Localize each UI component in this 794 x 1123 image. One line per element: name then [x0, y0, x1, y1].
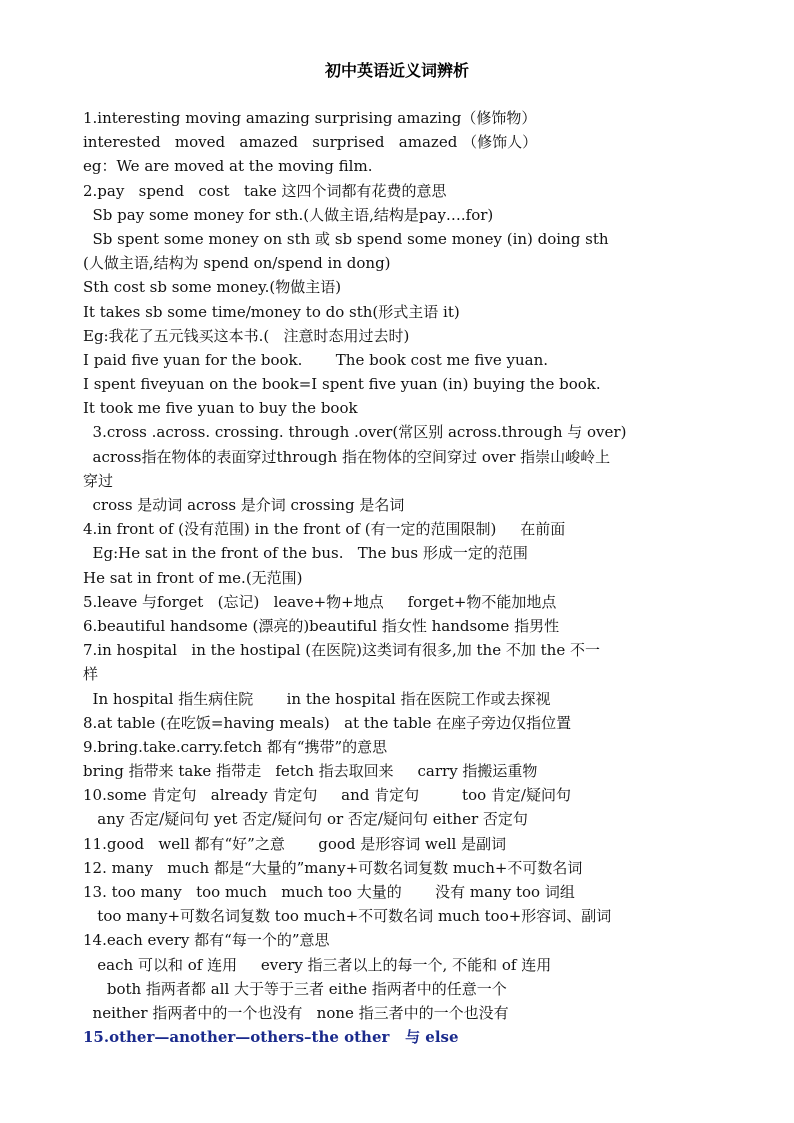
text-line: too many+可数名词复数 too much+不可数名词 much too+形容词、副词 — [83, 907, 612, 926]
text-line: 2.pay spend cost take 这四个词都有花费的意思 — [83, 181, 447, 200]
text-line: any 否定/疑问句 yet 否定/疑问句 or 否定/疑问句 either 否定句 — [83, 810, 528, 829]
text-line: Sb spent some money on sth 或 sb spend some money (in) doing sth — [83, 229, 609, 248]
text-line: Sth cost sb some money.(物做主语) — [83, 278, 342, 297]
text-line: 12. many much 都是“大量的”many+可数名词复数 much+不可数名词 — [83, 858, 583, 877]
text-line: neither 指两者中的一个也没有 none 指三者中的一个也没有 — [83, 1003, 509, 1022]
text-line: 4.in front of (没有范围) in the front of (有一定的范围限制) 在前面 — [83, 520, 566, 539]
text-line: 1.interesting moving amazing surprising amazing（修饰物） — [83, 109, 537, 127]
text-line: bring 指带来 take 指带走 fetch 指去取回来 carry 指搬运重物 — [83, 762, 538, 781]
text-line: 9.bring.take.carry.fetch 都有“携带”的意思 — [83, 737, 388, 756]
text-line: 10.some 肯定句 already 肯定句 and 肯定句 too 肯定/疑问句 — [83, 786, 571, 805]
text-line: It took me five yuan to buy the book — [83, 399, 358, 418]
text-line: 6.beautiful handsome (漂亮的)beautiful 指女性 handsome 指男性 — [83, 616, 560, 635]
text-line: I spent fiveyuan on the book=I spent five yuan (in) buying the book. — [83, 375, 601, 394]
text-line: 3.cross .across. crossing. through .over(常区别 across.through 与 over) — [83, 423, 627, 442]
text-line: 13. too many too much much too 大量的 没有 many too 词组 — [83, 883, 575, 901]
text-line: 7.in hospital in the hostipal (在医院)这类词有很多,加 the 不加 the 不一 — [83, 641, 600, 660]
text-line: interested moved amazed surprised amazed （修饰人） — [83, 133, 538, 152]
text-line: each 可以和 of 连用 every 指三者以上的每一个, 不能和 of 连用 — [83, 955, 552, 974]
text-line: Eg:我花了五元钱买这本书.( 注意时态用过去时) — [83, 326, 410, 345]
text-line: I paid five yuan for the book. The book cost me five yuan. — [83, 350, 549, 369]
page-title: 初中英语近义词辨析 — [324, 61, 469, 80]
section-heading-line: 15.other—another—others–the other 与 else — [83, 1028, 459, 1047]
text-line: cross 是动词 across 是介词 crossing 是名词 — [83, 496, 405, 514]
text-line: Sb pay some money for sth.(人做主语,结构是pay….for) — [83, 205, 494, 224]
text-line: Eg:He sat in the front of the bus. The bus 形成一定的范围 — [83, 544, 528, 563]
text-line: both 指两者都 all 大于等于三者 eithe 指两者中的任意一个 — [83, 979, 507, 998]
text-line: across指在物体的表面穿过through 指在物体的空间穿过 over 指崇山峻岭上 — [83, 447, 611, 466]
text-line: He sat in front of me.(无范围) — [83, 568, 303, 587]
text-line: 样 — [83, 665, 99, 684]
text-line: It takes sb some time/money to do sth(形式主语 it) — [83, 302, 460, 321]
text-line: 11.good well 都有“好”之意 good 是形容词 well 是副词 — [83, 834, 507, 853]
text-line: In hospital 指生病住院 in the hospital 指在医院工作或去探视 — [83, 689, 551, 708]
text-line: 穿过 — [83, 471, 114, 490]
document-body — [83, 106, 763, 1049]
text-line: 14.each every 都有“每一个的”意思 — [83, 931, 330, 950]
text-line: 8.at table (在吃饭=having meals) at the table 在座子旁边仅指位置 — [83, 713, 572, 732]
text-line: 5.leave 与forget (忘记) leave+物+地点 forget+物不能加地点 — [83, 592, 557, 611]
text-line: (人做主语,结构为 spend on/spend in dong) — [83, 254, 391, 273]
text-line: eg：We are moved at the moving film. — [83, 157, 373, 176]
